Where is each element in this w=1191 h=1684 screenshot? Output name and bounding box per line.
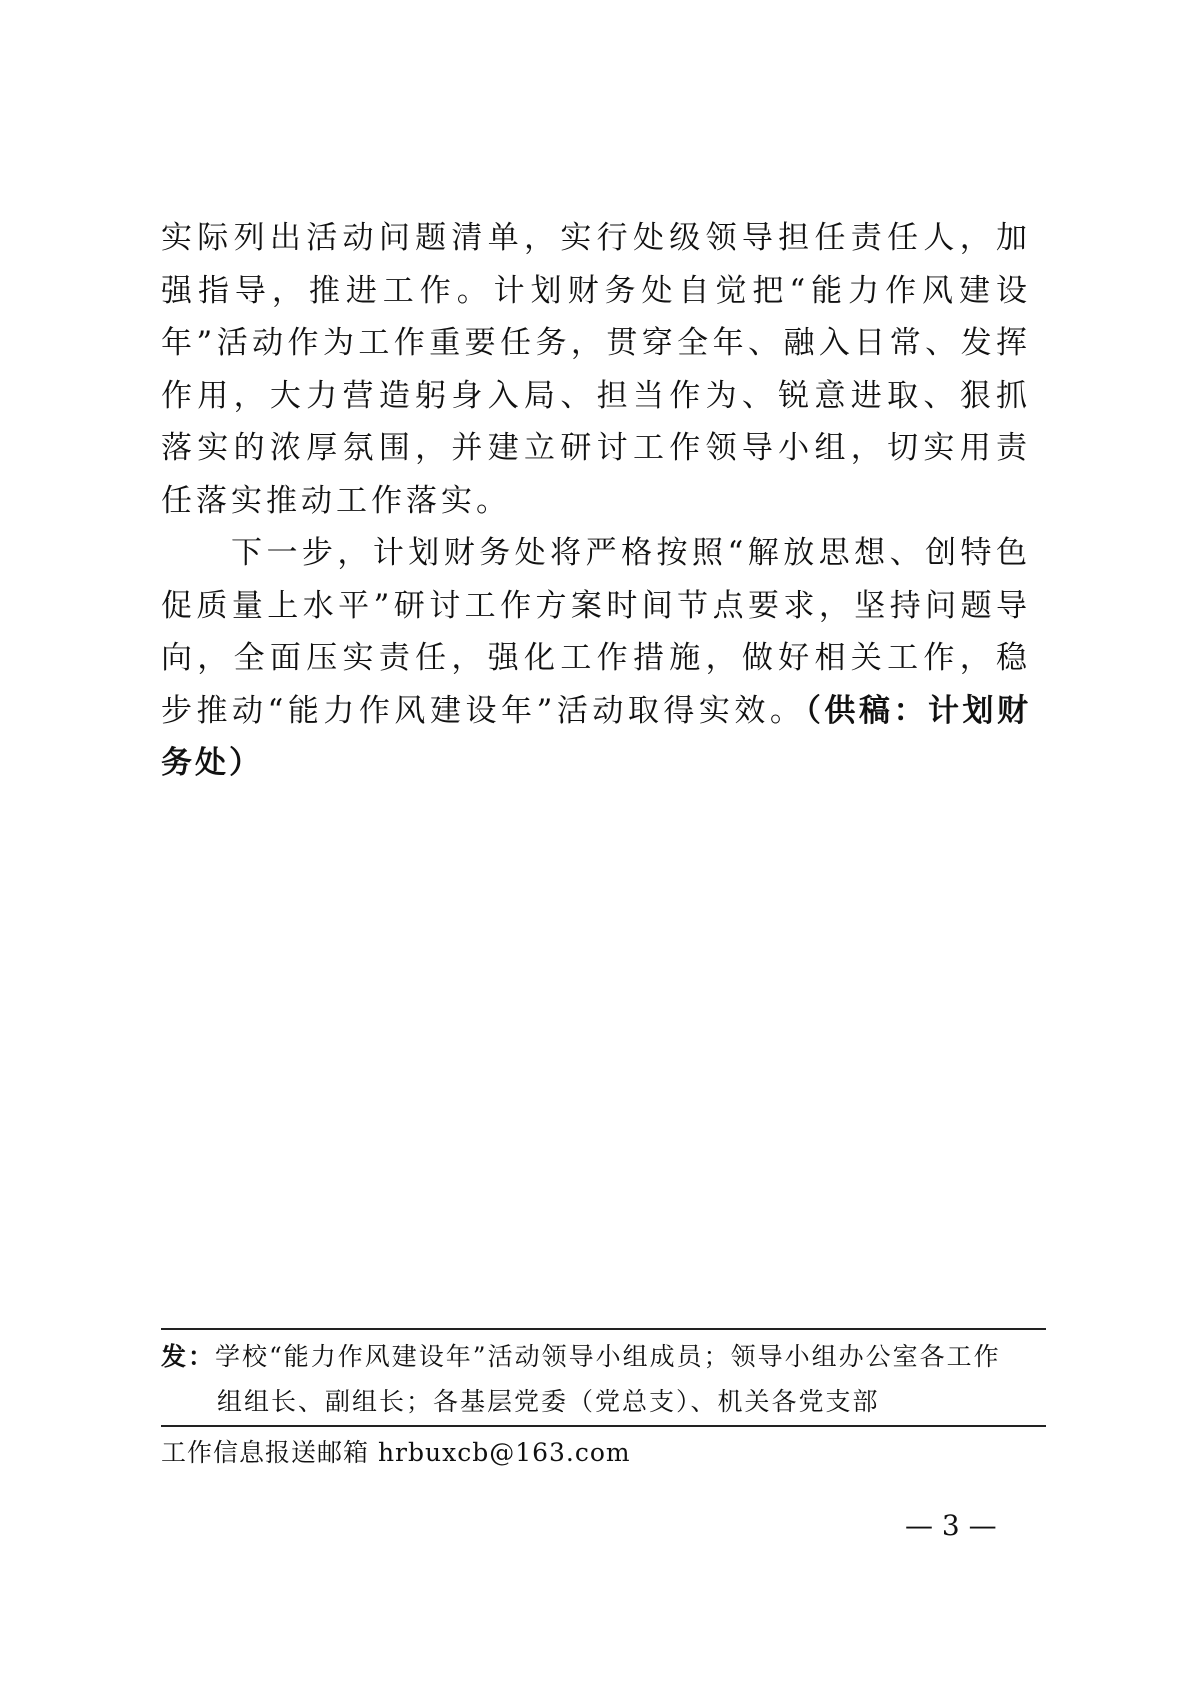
paragraph-2 [161, 527, 1031, 790]
distribution-recipients-1: 学校“能力作风建设年”活动领导小组成员；领导小组办公室各工作 [215, 1342, 1001, 1371]
page-number: — 3 — [905, 1509, 997, 1542]
distribution-bottom-rule [161, 1425, 1046, 1427]
distribution-line-1 [161, 1334, 1041, 1379]
paragraph-1 [161, 212, 1031, 527]
distribution-list [161, 1334, 1041, 1424]
submission-email-line: 工作信息报送邮箱 hrbuxcb@163.com [161, 1438, 631, 1467]
paragraph-2-text: 下一步，计划财务处将严格按照“解放思想、创特色促质量上水平”研讨工作方案时间节点要求，坚持问题导向，全面压实责任，强化工作措施，做好相关工作，稳步推动“能力作风建设年”活动取得实效。 [161, 535, 1031, 729]
source-attribution: （供稿：计划财务处） [161, 692, 1031, 781]
distribution-label: 发： [161, 1342, 216, 1371]
article-body [161, 212, 1031, 790]
paragraph-1-text: 实际列出活动问题清单，实行处级领导担任责任人，加强指导，推进工作。计划财务处自觉把“能力作风建设年”活动作为工作重要任务，贯穿全年、融入日常、发挥作用，大力营造躬身入局、担当作为、锐意进取、狠抓落实的浓厚氛围，并建立研讨工作领导小组，切实用责任落实推动工作落实。 [161, 220, 1031, 519]
distribution-line-2: 组组长、副组长；各基层党委（党总支）、机关各党支部 [217, 1387, 880, 1416]
distribution-top-rule [161, 1328, 1046, 1330]
